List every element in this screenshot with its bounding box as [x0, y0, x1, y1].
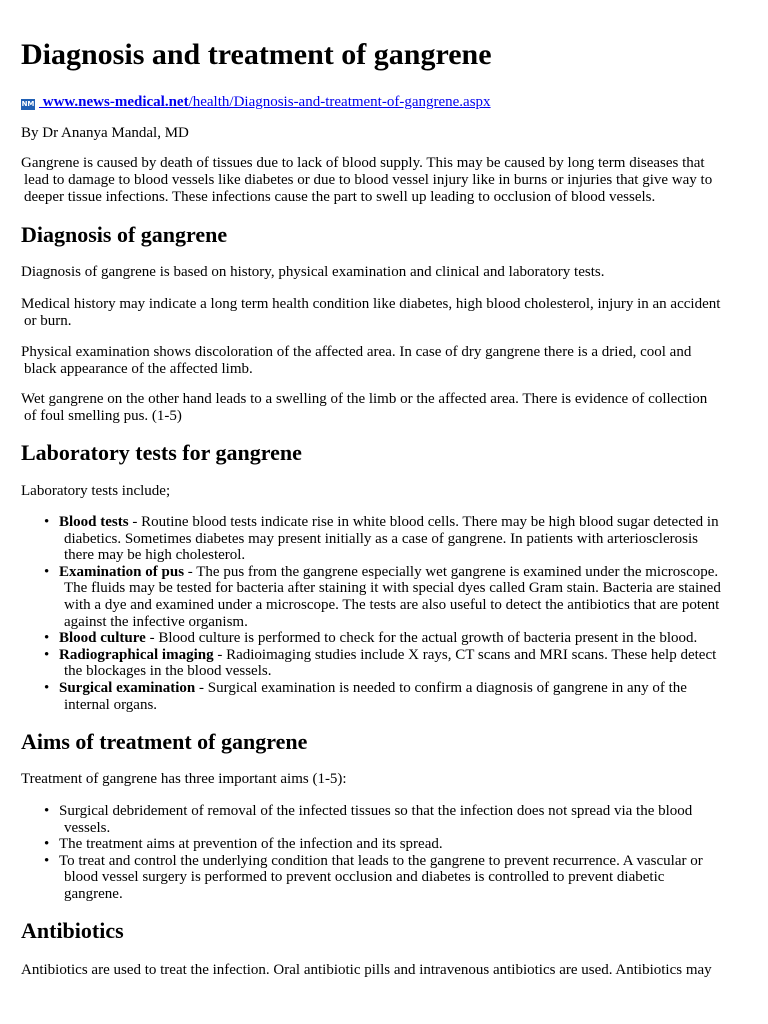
paragraph-line: black appearance of the affected limb. [24, 361, 253, 377]
aims-intro: Treatment of gangrene has three important aims (1-5): [21, 771, 347, 787]
list-item [0, 853, 703, 903]
item-text: vessels. [64, 819, 111, 836]
list-item [0, 630, 721, 647]
paragraph-line: Wet gangrene on the other hand leads to a swelling of the limb or the affected area. There is evidence of collection [21, 391, 708, 407]
item-text: The treatment aims at prevention of the infection and its spread. [59, 836, 443, 853]
list-item [0, 647, 721, 680]
item-text: gangrene. [64, 885, 123, 902]
item-text: The fluids may be tested for bacteria after staining it with special dyes called Gram stain. Bacteria are stained [64, 580, 721, 597]
list-item [0, 514, 721, 564]
item-text: diabetics. Sometimes diabetes may present initially as a case of gangrene. In patients with arteriosclerosis [64, 530, 698, 547]
bullet-icon: • [44, 514, 50, 530]
item-term: Radiographical imaging [59, 646, 214, 663]
intro-paragraph [21, 155, 712, 206]
intro-line: deeper tissue infections. These infections cause the part to swell up leading to occlusion of blood vessels. [24, 189, 656, 205]
list-item [0, 680, 721, 713]
item-text: blood vessel surgery is performed to prevent occlusion and diabetes is controlled to prevent diabetic [64, 869, 665, 886]
author-byline: By Dr Ananya Mandal, MD [21, 125, 189, 141]
source-link[interactable] [39, 94, 491, 110]
physical-exam-paragraph [21, 344, 691, 378]
bullet-icon: • [44, 630, 50, 647]
lab-tests-list [0, 514, 721, 713]
item-text: internal organs. [64, 696, 158, 713]
paragraph-line: or burn. [24, 313, 72, 329]
list-item [0, 564, 721, 630]
item-text: - Surgical examination is needed to confirm a diagnosis of gangrene in any of the [195, 679, 687, 696]
source-line [21, 94, 491, 111]
section-heading-antibiotics: Antibiotics [21, 918, 124, 943]
item-term: Blood tests [59, 514, 129, 530]
list-item [0, 803, 703, 836]
page-title: Diagnosis and treatment of gangrene [21, 38, 492, 71]
item-term: Blood culture [59, 630, 146, 647]
list-item [0, 836, 703, 853]
diagnosis-paragraph: Diagnosis of gangrene is based on history, physical examination and clinical and laboratory tests. [21, 264, 605, 280]
item-text: with a dye and examined under a microscope. The tests are also useful to detect the antibiotics that are potent [64, 596, 720, 613]
bullet-icon: • [44, 852, 50, 869]
item-text: - Blood culture is performed to check for the actual growth of bacteria present in the blood. [145, 630, 698, 647]
item-text: - The pus from the gangrene especially wet gangrene is examined under the microscope. [184, 563, 719, 580]
aims-list [0, 803, 703, 903]
source-path[interactable]: /health/Diagnosis-and-treatment-of-gangrene.aspx [188, 94, 491, 110]
section-heading-aims: Aims of treatment of gangrene [21, 729, 308, 754]
paragraph-line: of foul smelling pus. (1-5) [24, 408, 182, 424]
paragraph-line: Physical examination shows discoloration of the affected area. In case of dry gangrene there is a dried, cool and [21, 344, 692, 360]
section-heading-lab-tests: Laboratory tests for gangrene [21, 440, 302, 465]
item-text: - Radioimaging studies include X rays, CT scans and MRI scans. These help detect [213, 646, 717, 663]
item-term: Surgical examination [59, 679, 196, 696]
paragraph-line: Medical history may indicate a long term health condition like diabetes, high blood cholesterol, injury in an accident [21, 296, 721, 312]
item-text: there may be high cholesterol. [64, 547, 246, 564]
source-domain[interactable]: www.news-medical.net [39, 94, 189, 110]
item-term: Examination of pus [59, 563, 185, 580]
antibiotics-paragraph: Antibiotics are used to treat the infection. Oral antibiotic pills and intravenous antibiotics are used. Antibiotics may [21, 962, 712, 978]
item-text: against the infective organism. [64, 613, 248, 630]
bullet-icon: • [44, 679, 50, 696]
wet-gangrene-paragraph [21, 391, 707, 425]
lab-intro: Laboratory tests include; [21, 483, 171, 499]
bullet-icon: • [44, 563, 50, 580]
intro-line: lead to damage to blood vessels like diabetes or due to blood vessel injury like in burns or injuries that give way to [24, 172, 713, 188]
bullet-icon: • [44, 646, 50, 663]
item-text: To treat and control the underlying condition that leads to the gangrene to prevent recurrence. A vascular or [59, 852, 703, 869]
medical-history-paragraph [21, 296, 720, 330]
item-text: Surgical debridement of removal of the infected tissues so that the infection does not spread via the blood [59, 803, 693, 819]
news-medical-logo-icon: NM [21, 100, 35, 108]
bullet-icon: • [44, 803, 50, 819]
section-heading-diagnosis: Diagnosis of gangrene [21, 222, 228, 247]
bullet-icon: • [44, 836, 50, 853]
item-text: the blockages in the blood vessels. [64, 663, 272, 680]
intro-line: Gangrene is caused by death of tissues due to lack of blood supply. This may be caused by long term diseases that [21, 155, 705, 171]
item-text: - Routine blood tests indicate rise in white blood cells. There may be high blood sugar detected in [128, 514, 719, 530]
